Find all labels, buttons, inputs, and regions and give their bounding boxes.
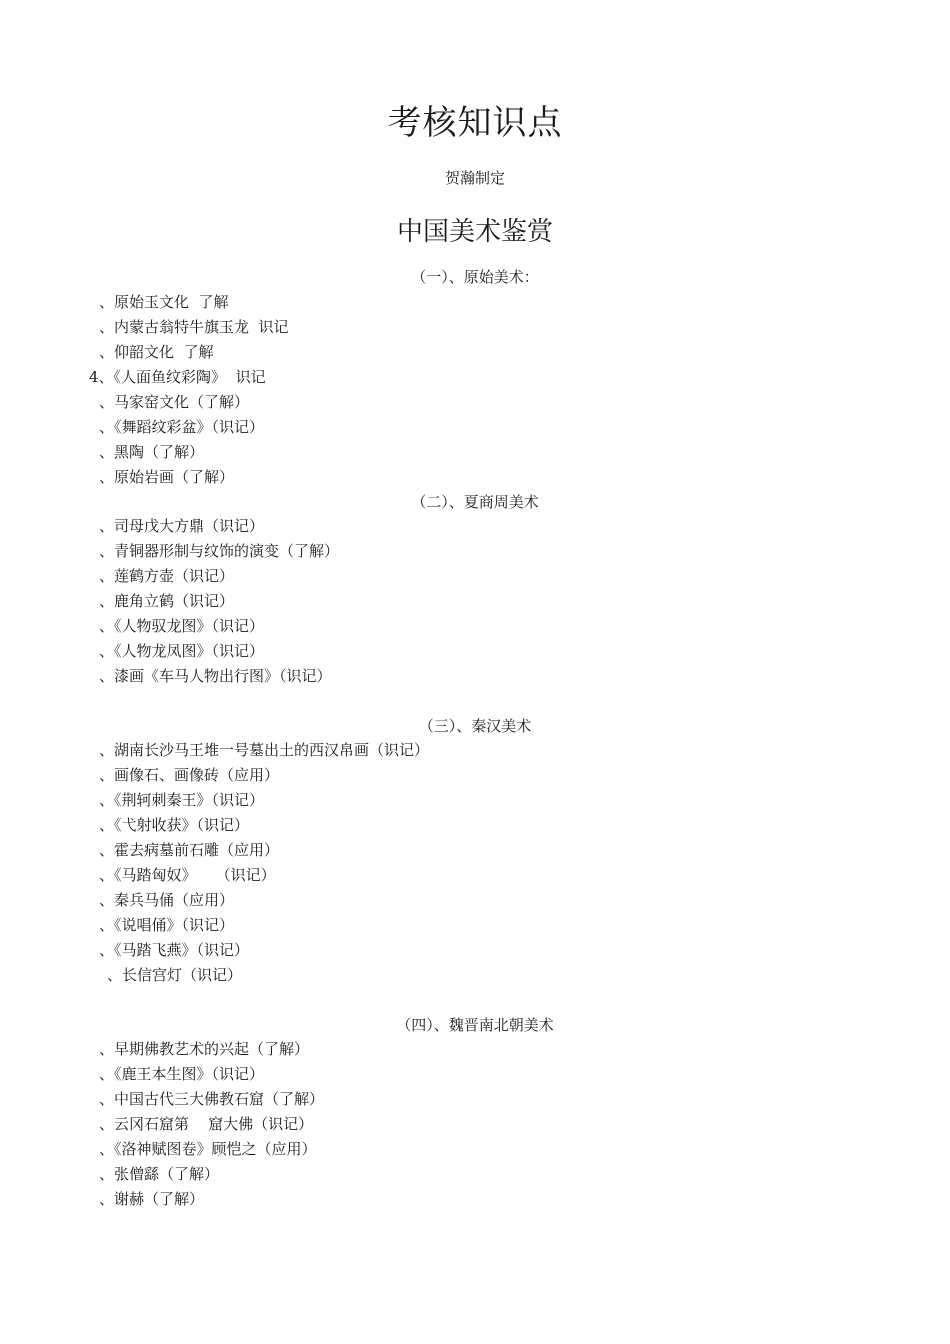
list-item: 、画像石、画像砖（应用）	[99, 766, 280, 784]
list-item: 、莲鹤方壶（识记）	[99, 567, 235, 585]
list-item: 、马家窑文化（了解）	[99, 393, 250, 411]
section-heading-qin-han: （三）、秦汉美术	[418, 717, 532, 735]
list-item: 4、《人面鱼纹彩陶》 识记	[89, 368, 266, 386]
list-item: 、《鹿王本生图》（识记）	[99, 1065, 265, 1083]
subject-heading: 中国美术鉴赏	[396, 217, 553, 247]
list-item: 、《洛神赋图卷》顾恺之（应用）	[99, 1140, 317, 1158]
document-title: 考核知识点	[387, 103, 563, 143]
list-item: 、霍去病墓前石雕（应用）	[99, 841, 280, 859]
document-author: 贺瀚制定	[444, 169, 505, 187]
list-item: 、内蒙古翁特牛旗玉龙 识记	[99, 318, 289, 336]
list-item: 、司母戊大方鼎（识记）	[99, 517, 265, 535]
list-item: 、湖南长沙马王堆一号墓出土的西汉帛画（识记）	[99, 741, 430, 759]
section-heading-wei-jin: （四）、魏晋南北朝美术	[396, 1016, 554, 1034]
list-item: 、《马踏飞燕》（识记）	[99, 941, 250, 959]
list-item: 、《弋射收获》（识记）	[99, 816, 250, 834]
list-item: 、谢赫（了解）	[99, 1190, 205, 1208]
list-item: 、云冈石窟第 窟大佛（识记）	[99, 1115, 314, 1133]
list-item: 、青铜器形制与纹饰的演变（了解）	[99, 542, 340, 560]
list-item: 、原始岩画（了解）	[99, 468, 235, 486]
list-item: 、原始玉文化 了解	[99, 293, 229, 311]
list-item: 、《荆轲刺秦王》（识记）	[99, 791, 265, 809]
list-item: 、中国古代三大佛教石窟（了解）	[99, 1090, 325, 1108]
list-item: 、早期佛教艺术的兴起（了解）	[99, 1040, 310, 1058]
section-heading-xia-shang-zhou: （二）、夏商周美术	[411, 493, 539, 511]
list-item: 、《人物龙凤图》（识记）	[99, 642, 265, 660]
list-item: 、鹿角立鹤（识记）	[99, 592, 235, 610]
list-item: 、漆画《车马人物出行图》（识记）	[99, 667, 332, 685]
list-item: 、《说唱俑》（识记）	[99, 916, 235, 934]
section-heading-primitive-art: （一）、原始美术：	[411, 268, 539, 286]
list-item: 、长信宫灯（识记）	[107, 966, 243, 984]
list-item: 、秦兵马俑（应用）	[99, 891, 235, 909]
list-item: 、黑陶（了解）	[99, 443, 205, 461]
list-item: 、《人物驭龙图》（识记）	[99, 617, 265, 635]
list-item: 、张僧繇（了解）	[99, 1165, 220, 1183]
list-item: 、《马踏匈奴》 （识记）	[99, 866, 276, 884]
list-item: 、《舞蹈纹彩盆》（识记）	[99, 418, 265, 436]
list-item: 、仰韶文化 了解	[99, 343, 214, 361]
